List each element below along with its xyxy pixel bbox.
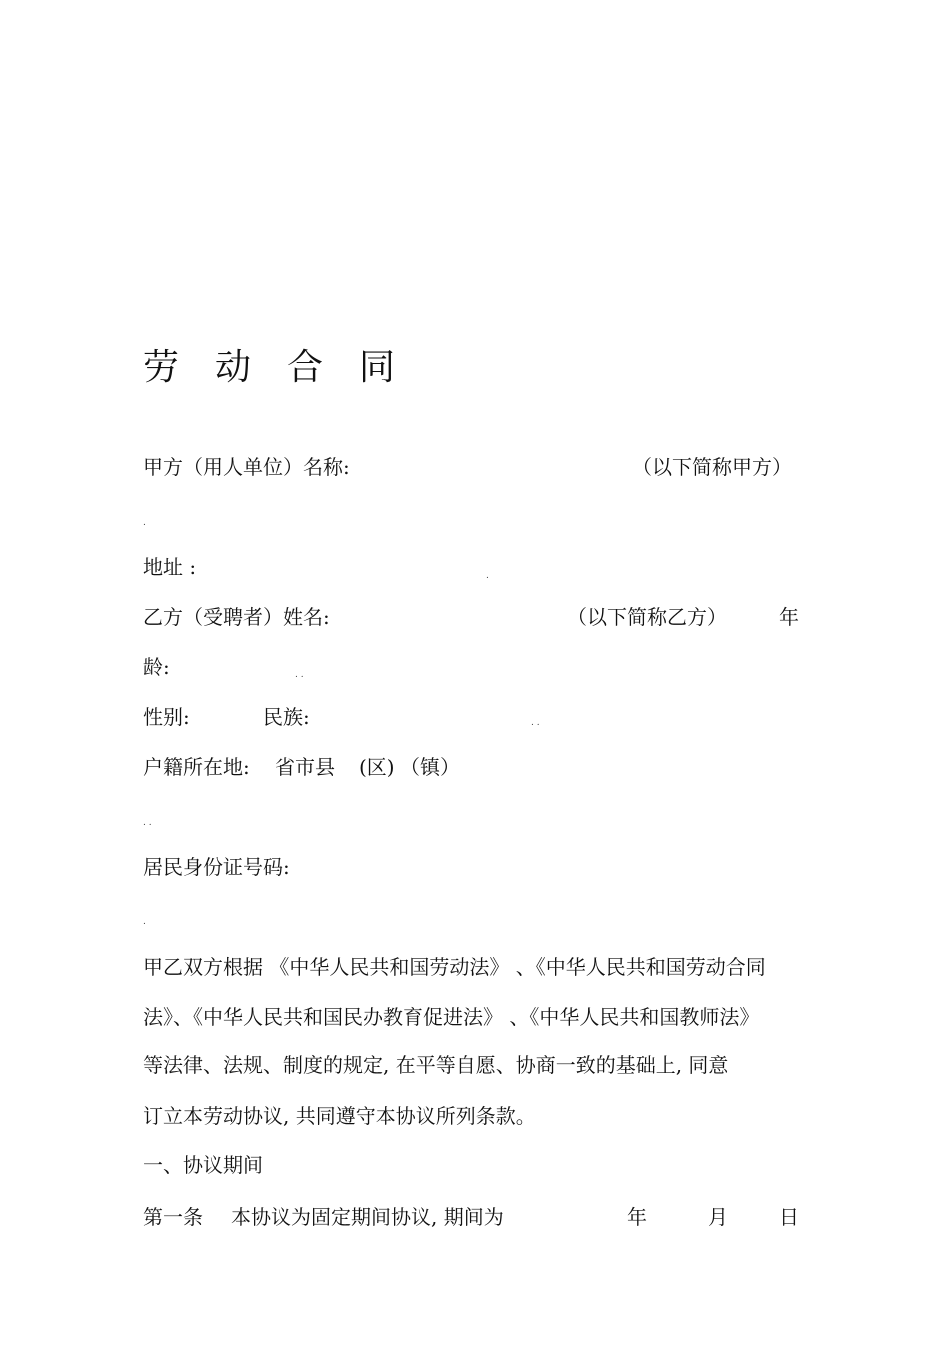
article-1-day: 日 bbox=[779, 1205, 799, 1229]
household-town: （镇） bbox=[400, 755, 460, 779]
article-1-year: 年 bbox=[627, 1205, 647, 1229]
article-1-month: 月 bbox=[708, 1205, 728, 1229]
blank-mark: . bbox=[486, 571, 489, 581]
age-label-part1: 年 bbox=[779, 605, 799, 629]
household-label: 户籍所在地: bbox=[143, 755, 250, 779]
ethnicity-label: 民族: bbox=[263, 705, 310, 729]
gender-label: 性别: bbox=[143, 705, 190, 729]
household-district: (区) bbox=[359, 755, 395, 779]
address-label: 地址 : bbox=[143, 555, 197, 579]
party-a-label: 甲方（用人单位）名称: bbox=[143, 455, 350, 479]
blank-mark: . bbox=[143, 917, 146, 927]
blank-mark: . . bbox=[295, 670, 304, 680]
id-number-label: 居民身份证号码: bbox=[143, 855, 290, 879]
party-b-label: 乙方（受聘者）姓名: bbox=[143, 605, 330, 629]
party-b-suffix: （以下简称乙方） bbox=[567, 605, 727, 629]
preamble-line-1: 甲乙双方根据 《中华人民共和国劳动法》 、《中华人民共和国劳动合同 bbox=[143, 955, 766, 979]
age-label-part2: 龄: bbox=[143, 655, 170, 679]
preamble-line-2: 法》、《中华人民共和国民办教育促进法》 、《中华人民共和国教师法》 bbox=[143, 1005, 760, 1029]
article-1-text: 本协议为固定期间协议, 期间为 bbox=[231, 1205, 504, 1229]
page-title: 劳动合同 bbox=[143, 347, 432, 388]
party-a-suffix: （以下简称甲方） bbox=[632, 455, 792, 479]
blank-mark: . . bbox=[143, 818, 152, 828]
section-1-heading: 一、协议期间 bbox=[143, 1153, 263, 1177]
blank-mark: . . bbox=[531, 718, 540, 728]
preamble-line-3: 等法律、法规、制度的规定, 在平等自愿、协商一致的基础上, 同意 bbox=[143, 1053, 729, 1077]
article-1-label: 第一条 bbox=[143, 1205, 203, 1229]
household-units: 省市县 bbox=[275, 755, 335, 779]
blank-mark: . bbox=[143, 518, 146, 528]
preamble-line-4: 订立本劳动协议, 共同遵守本协议所列条款。 bbox=[143, 1104, 536, 1128]
